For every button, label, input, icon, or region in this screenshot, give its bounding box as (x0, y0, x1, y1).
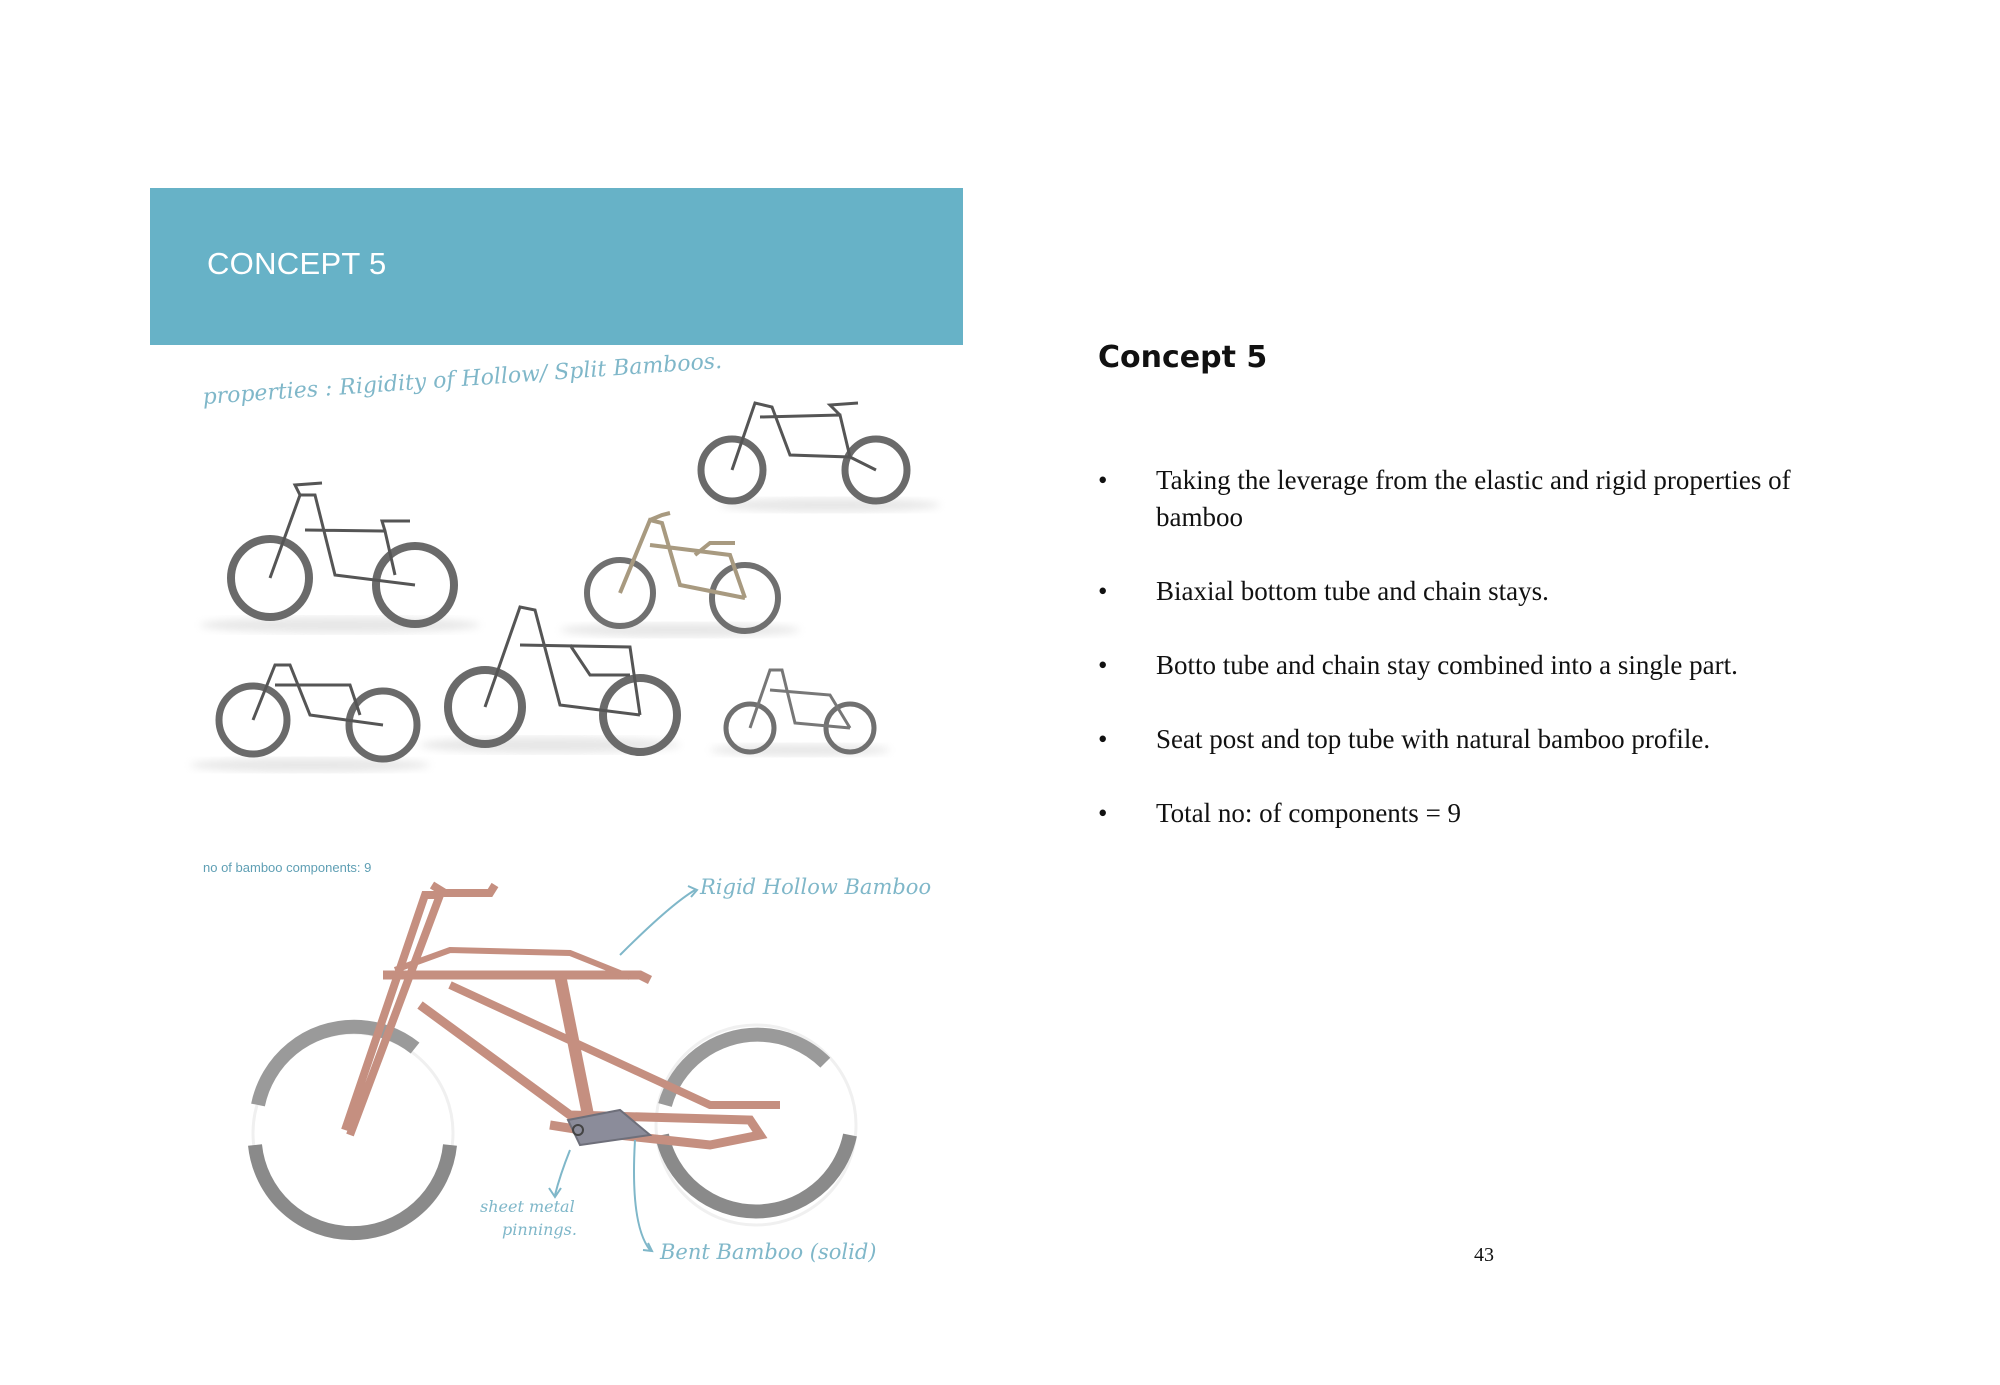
label-bent-bamboo: Bent Bamboo (solid) (660, 1240, 877, 1264)
bullet-dot: • (1098, 798, 1108, 828)
bike-sketch-4 (219, 665, 417, 759)
bike-sketch-1 (701, 403, 907, 501)
sketch-panel (150, 345, 963, 1320)
banner-title: CONCEPT 5 (207, 246, 387, 281)
bullet-dot: • (1098, 576, 1108, 606)
label-rigid-hollow-bamboo: Rigid Hollow Bamboo (700, 875, 932, 899)
list-item: • Botto tube and chain stay combined into a single part. (1098, 647, 1878, 684)
bike-sketch-2 (231, 483, 454, 624)
list-item: • Biaxial bottom tube and chain stays. (1098, 573, 1878, 610)
bicycle-sketches (150, 345, 963, 1320)
bullet-dot: • (1098, 724, 1108, 754)
list-item: • Total no: of components = 9 (1098, 795, 1878, 832)
label-sheet-metal: sheet metal (480, 1197, 575, 1216)
bullet-dot: • (1098, 650, 1108, 680)
list-item: • Seat post and top tube with natural bamboo profile. (1098, 721, 1878, 758)
page-number: 43 (1474, 1244, 1494, 1266)
bike-sketch-6 (726, 670, 874, 752)
shadow (720, 498, 940, 512)
concept-heading: Concept 5 (1098, 340, 1268, 375)
components-note: no of bamboo components: 9 (203, 860, 372, 875)
bike-sketch-3 (587, 513, 778, 631)
bullet-list (1098, 462, 1878, 869)
properties-note: properties : Rigidity of Hollow/ Split Bamboos. (201, 348, 723, 411)
concept-banner (150, 188, 963, 345)
label-sheet-metal-2: pinnings. (502, 1220, 577, 1239)
bullet-dot: • (1098, 465, 1108, 495)
list-item: • Taking the leverage from the elastic and rigid properties of bamboo (1098, 462, 1878, 536)
